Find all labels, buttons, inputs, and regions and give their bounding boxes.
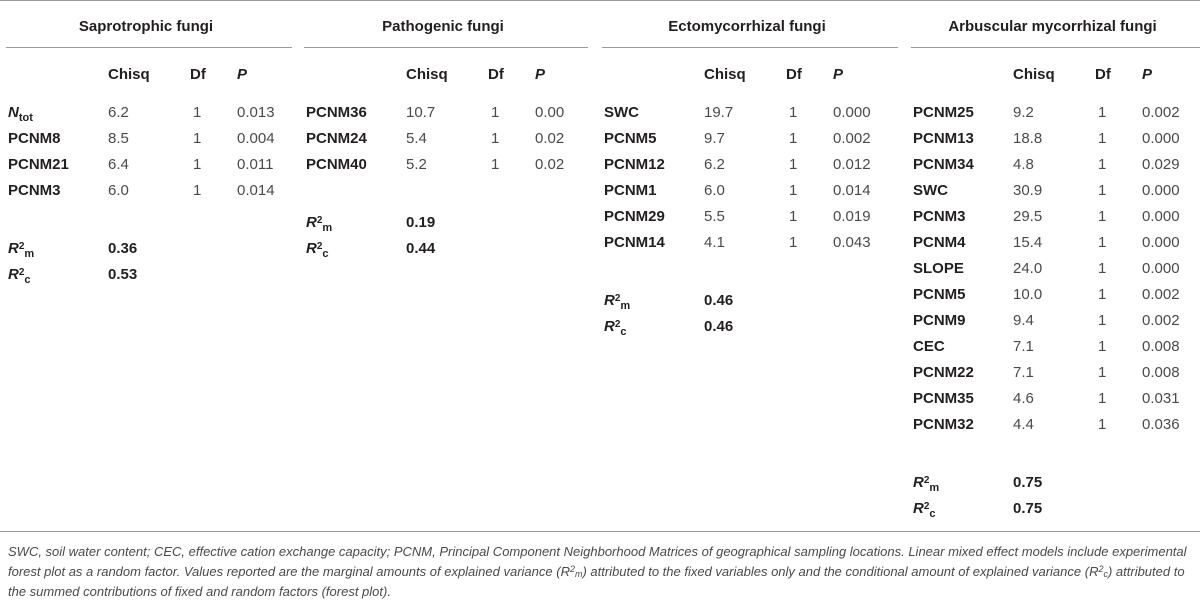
row-variable: CEC <box>913 338 945 355</box>
header-chisq: Chisq <box>1013 66 1055 83</box>
row-df: 1 <box>491 104 500 121</box>
row-df: 1 <box>1098 364 1107 381</box>
r2-sup: 2 <box>316 241 323 252</box>
row-chisq: 30.9 <box>1013 182 1043 199</box>
r2c-label <box>604 318 627 338</box>
row-chisq: 4.1 <box>704 234 725 251</box>
row-chisq: 10.0 <box>1013 286 1043 303</box>
header-df: Df <box>786 66 802 83</box>
row-p: 0.031 <box>1142 390 1180 407</box>
row-chisq: 9.7 <box>704 130 725 147</box>
r2-base: R <box>8 266 19 283</box>
row-chisq: 19.7 <box>704 104 734 121</box>
row-p: 0.014 <box>833 182 871 199</box>
row-df: 1 <box>193 130 202 147</box>
row-variable: PCNM36 <box>306 104 367 121</box>
r2-base: R <box>306 240 317 257</box>
row-df: 1 <box>1098 338 1107 355</box>
row-p: 0.043 <box>833 234 871 251</box>
r2m-label <box>306 214 333 234</box>
group-underline <box>911 47 1200 48</box>
footnote-r2m: $R^2_m$ <box>560 564 583 579</box>
header-p: P <box>237 66 248 83</box>
footnote-part3: ) attributed to the summed contributions of fixed and random factors (forest plot). <box>8 564 1185 599</box>
r2-sup: 2 <box>614 319 621 330</box>
table-bottom-rule <box>0 531 1200 532</box>
row-variable <box>8 105 33 126</box>
footnote-part2: ) attributed to the fixed variables only and the conditional amount of explained variance ( <box>582 564 1090 579</box>
row-chisq: 18.8 <box>1013 130 1043 147</box>
header-chisq: Chisq <box>108 66 150 83</box>
footnote-part1: SWC, soil water content; CEC, effective cation exchange capacity; PCNM, Principal Component Neighborhood Matrices of geographical sampling locations. Linear mixed effect models include experimental forest plot as a random factor. Values reported are the marginal amounts of explained variance ( <box>8 544 1187 579</box>
r2m-value: 0.36 <box>108 240 138 257</box>
row-variable: PCNM9 <box>913 312 966 329</box>
row-chisq: 7.1 <box>1013 364 1034 381</box>
row-p: 0.036 <box>1142 416 1180 433</box>
row-df: 1 <box>1098 104 1107 121</box>
r2-sup: 2 <box>18 241 25 252</box>
row-p: 0.002 <box>1142 312 1180 329</box>
r2m-label <box>8 240 35 260</box>
group-title: Arbuscular mycorrhizal fungi <box>948 18 1157 35</box>
row-chisq: 8.5 <box>108 130 129 147</box>
r2m-label <box>913 474 940 494</box>
r2-sub: m <box>322 222 333 234</box>
r2-base: R <box>604 318 615 335</box>
row-p: 0.000 <box>1142 260 1180 277</box>
row-variable: PCNM13 <box>913 130 974 147</box>
header-df: Df <box>488 66 504 83</box>
r2c-value: 0.46 <box>704 318 734 335</box>
row-p: 0.02 <box>535 156 565 173</box>
row-df: 1 <box>1098 208 1107 225</box>
group-underline <box>6 47 292 48</box>
row-df: 1 <box>789 208 798 225</box>
row-chisq: 9.2 <box>1013 104 1034 121</box>
r2-sub: c <box>620 326 627 338</box>
group-underline <box>602 47 898 48</box>
row-p: 0.008 <box>1142 338 1180 355</box>
header-p: P <box>535 66 546 83</box>
header-p: P <box>833 66 844 83</box>
row-chisq: 4.6 <box>1013 390 1034 407</box>
row-p: 0.00 <box>535 104 565 121</box>
row-p: 0.011 <box>237 156 274 173</box>
group-underline <box>304 47 588 48</box>
row-variable: PCNM22 <box>913 364 974 381</box>
r2-sub: c <box>929 508 936 520</box>
row-df: 1 <box>1098 286 1107 303</box>
row-df: 1 <box>1098 156 1107 173</box>
r2c-label <box>306 240 329 260</box>
r2-sub: c <box>24 274 31 286</box>
r2c-label <box>8 266 31 286</box>
row-df: 1 <box>789 130 798 147</box>
r2c-label <box>913 500 936 520</box>
r2-sub: c <box>322 248 329 260</box>
row-p: 0.002 <box>833 130 871 147</box>
r2c-value: 0.44 <box>406 240 436 257</box>
r2-sup: 2 <box>18 267 25 278</box>
row-chisq: 6.2 <box>704 156 725 173</box>
header-df: Df <box>1095 66 1111 83</box>
row-variable: PCNM4 <box>913 234 966 251</box>
header-chisq: Chisq <box>704 66 746 83</box>
r2m-value: 0.75 <box>1013 474 1043 491</box>
row-variable: PCNM5 <box>913 286 966 303</box>
row-p: 0.008 <box>1142 364 1180 381</box>
row-df: 1 <box>789 104 798 121</box>
row-chisq: 10.7 <box>406 104 436 121</box>
row-p: 0.014 <box>237 182 275 199</box>
row-p: 0.000 <box>1142 208 1180 225</box>
row-df: 1 <box>491 130 500 147</box>
row-df: 1 <box>193 104 202 121</box>
row-p: 0.000 <box>833 104 871 121</box>
row-p: 0.013 <box>237 104 275 121</box>
r2-sup: 2 <box>614 293 621 304</box>
row-variable: SWC <box>913 182 948 199</box>
row-df: 1 <box>1098 260 1107 277</box>
row-variable: PCNM5 <box>604 130 657 147</box>
row-chisq: 6.0 <box>704 182 725 199</box>
row-chisq: 6.2 <box>108 104 129 121</box>
row-variable: SWC <box>604 104 639 121</box>
r2-sup: 2 <box>316 215 323 226</box>
row-df: 1 <box>491 156 500 173</box>
row-chisq: 5.4 <box>406 130 427 147</box>
row-chisq: 6.4 <box>108 156 129 173</box>
r2m-value: 0.19 <box>406 214 436 231</box>
r2-base: R <box>306 214 317 231</box>
row-df: 1 <box>1098 130 1107 147</box>
row-variable: PCNM12 <box>604 156 665 173</box>
row-p: 0.004 <box>237 130 275 147</box>
row-p: 0.000 <box>1142 182 1180 199</box>
row-df: 1 <box>1098 390 1107 407</box>
r2-base: R <box>604 292 615 309</box>
row-chisq: 5.5 <box>704 208 725 225</box>
r2-base: R <box>913 500 924 517</box>
footnote-r2c: $R^2_c$ <box>1089 564 1108 579</box>
row-variable: PCNM25 <box>913 104 974 121</box>
row-df: 1 <box>789 234 798 251</box>
row-variable: PCNM34 <box>913 156 974 173</box>
row-variable: PCNM14 <box>604 234 665 251</box>
row-p: 0.029 <box>1142 156 1180 173</box>
row-p: 0.000 <box>1142 234 1180 251</box>
r2m-label <box>604 292 631 312</box>
table-top-rule <box>0 0 1200 1</box>
header-df: Df <box>190 66 206 83</box>
r2-base: R <box>913 474 924 491</box>
row-df: 1 <box>193 182 202 199</box>
variable-name: N <box>8 104 19 121</box>
header-chisq: Chisq <box>406 66 448 83</box>
r2-sub: m <box>620 300 631 312</box>
r2m-value: 0.46 <box>704 292 734 309</box>
row-chisq: 9.4 <box>1013 312 1034 329</box>
row-p: 0.012 <box>833 156 871 173</box>
row-variable: PCNM21 <box>8 156 69 173</box>
row-df: 1 <box>1098 182 1107 199</box>
r2-base: R <box>8 240 19 257</box>
r2-sub: m <box>929 482 940 494</box>
row-variable: PCNM32 <box>913 416 974 433</box>
row-df: 1 <box>789 156 798 173</box>
row-df: 1 <box>789 182 798 199</box>
row-chisq: 15.4 <box>1013 234 1043 251</box>
row-chisq: 24.0 <box>1013 260 1043 277</box>
group-title: Pathogenic fungi <box>382 18 504 35</box>
row-df: 1 <box>193 156 202 173</box>
row-p: 0.002 <box>1142 286 1180 303</box>
row-variable: PCNM1 <box>604 182 657 199</box>
row-variable: PCNM3 <box>8 182 61 199</box>
row-df: 1 <box>1098 312 1107 329</box>
row-variable: PCNM8 <box>8 130 61 147</box>
row-chisq: 7.1 <box>1013 338 1034 355</box>
row-chisq: 6.0 <box>108 182 129 199</box>
row-variable: PCNM29 <box>604 208 665 225</box>
row-df: 1 <box>1098 234 1107 251</box>
r2-sup: 2 <box>923 475 930 486</box>
group-title: Ectomycorrhizal fungi <box>668 18 826 35</box>
row-p: 0.019 <box>833 208 871 225</box>
row-variable: PCNM35 <box>913 390 974 407</box>
row-p: 0.02 <box>535 130 565 147</box>
variable-subscript: tot <box>18 112 33 124</box>
header-p: P <box>1142 66 1153 83</box>
row-variable: SLOPE <box>913 260 964 277</box>
row-chisq: 29.5 <box>1013 208 1043 225</box>
row-p: 0.000 <box>1142 130 1180 147</box>
r2-sup: 2 <box>923 501 930 512</box>
row-chisq: 4.4 <box>1013 416 1034 433</box>
r2c-value: 0.75 <box>1013 500 1043 517</box>
table-footnote <box>8 542 1193 602</box>
r2c-value: 0.53 <box>108 266 138 283</box>
row-chisq: 4.8 <box>1013 156 1034 173</box>
row-variable: PCNM24 <box>306 130 367 147</box>
row-variable: PCNM3 <box>913 208 966 225</box>
row-p: 0.002 <box>1142 104 1180 121</box>
row-df: 1 <box>1098 416 1107 433</box>
group-title: Saprotrophic fungi <box>78 18 214 35</box>
row-variable: PCNM40 <box>306 156 367 173</box>
r2-sub: m <box>24 248 35 260</box>
row-chisq: 5.2 <box>406 156 427 173</box>
